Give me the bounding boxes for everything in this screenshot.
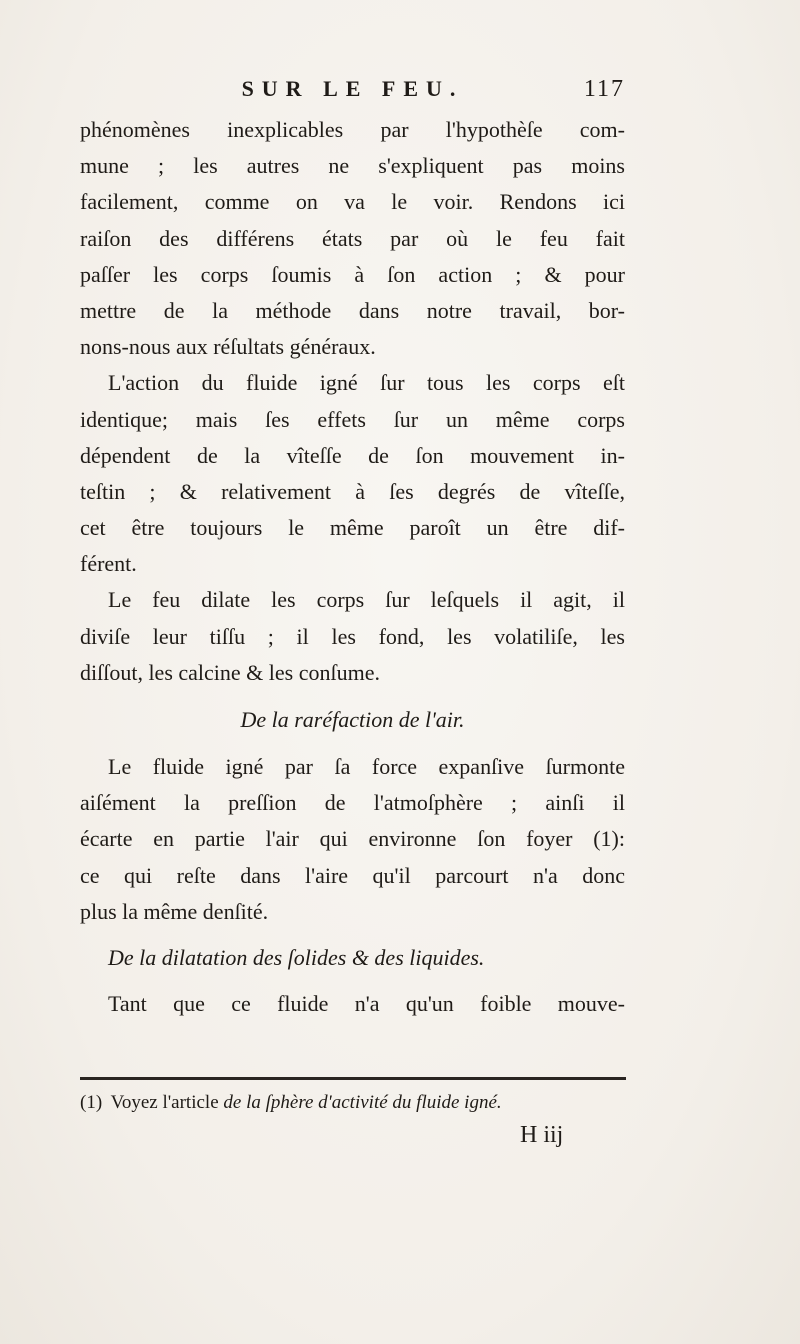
- paragraph-start: Le feu dilate les corps ſur leſquels il agit, il: [108, 587, 625, 613]
- text-line: plus la même denſité.: [80, 898, 269, 924]
- text-line: teſtin ; & relativement à ſes degrés de vîteſſe,: [80, 478, 625, 504]
- footnote: [80, 1092, 626, 1114]
- page-number: 117: [583, 76, 625, 102]
- text-line: facilement, comme on va le voir. Rendons ici: [80, 189, 625, 215]
- text-line: mettre de la méthode dans notre travail, bor-: [80, 297, 625, 323]
- text-line: cet être toujours le même paroît un être dif-: [80, 515, 625, 541]
- text-line: mune ; les autres ne s'expliquent pas moins: [80, 153, 625, 179]
- text-line: nons-nous aux réſultats généraux.: [80, 334, 376, 360]
- text-line: phénomènes inexplicables par l'hypothèſe com-: [80, 117, 625, 142]
- footnote-text: de la ſphère d'activité du fluide igné.: [223, 1092, 502, 1113]
- body-text: [80, 112, 625, 1022]
- text-line: ce qui reſte dans l'aire qu'il parcourt n'a donc: [80, 862, 625, 888]
- paragraph-start: Tant que ce fluide n'a qu'un foible mouve-: [108, 990, 625, 1016]
- text-line: férent.: [80, 551, 137, 577]
- running-title: SUR LE FEU.: [241, 76, 464, 101]
- text-line: écarte en partie l'air qui environne ſon foyer (1):: [80, 826, 625, 852]
- text-line: diſſout, les calcine & les conſume.: [80, 659, 380, 685]
- footnote-intro: Voyez l'article: [110, 1092, 219, 1113]
- text-line: paſſer les corps ſoumis à ſon action ; & pour: [80, 261, 625, 287]
- footnote-marker: (1): [80, 1092, 103, 1113]
- section-heading: De la raréfaction de l'air.: [240, 707, 465, 732]
- text-line: aiſément la preſſion de l'atmoſphère ; ainſi il: [80, 790, 625, 816]
- page-header: [80, 76, 625, 110]
- paragraph-start: Le fluide igné par ſa force expanſive ſurmonte: [108, 754, 625, 779]
- text-line: identique; mais ſes effets ſur un même corps: [80, 406, 625, 432]
- text-line: dépendent de la vîteſſe de ſon mouvement in-: [80, 442, 625, 468]
- text-line: diviſe leur tiſſu ; il les fond, les volatiliſe, les: [80, 623, 625, 649]
- section-heading: De la dilatation des ſolides & des liquides.: [108, 944, 485, 970]
- signature-mark: H iij: [520, 1122, 564, 1148]
- footnote-rule: [80, 1077, 626, 1080]
- paragraph-start: L'action du fluide igné ſur tous les corps eſt: [108, 370, 625, 396]
- text-line: raiſon des différens états par où le feu fait: [80, 225, 625, 251]
